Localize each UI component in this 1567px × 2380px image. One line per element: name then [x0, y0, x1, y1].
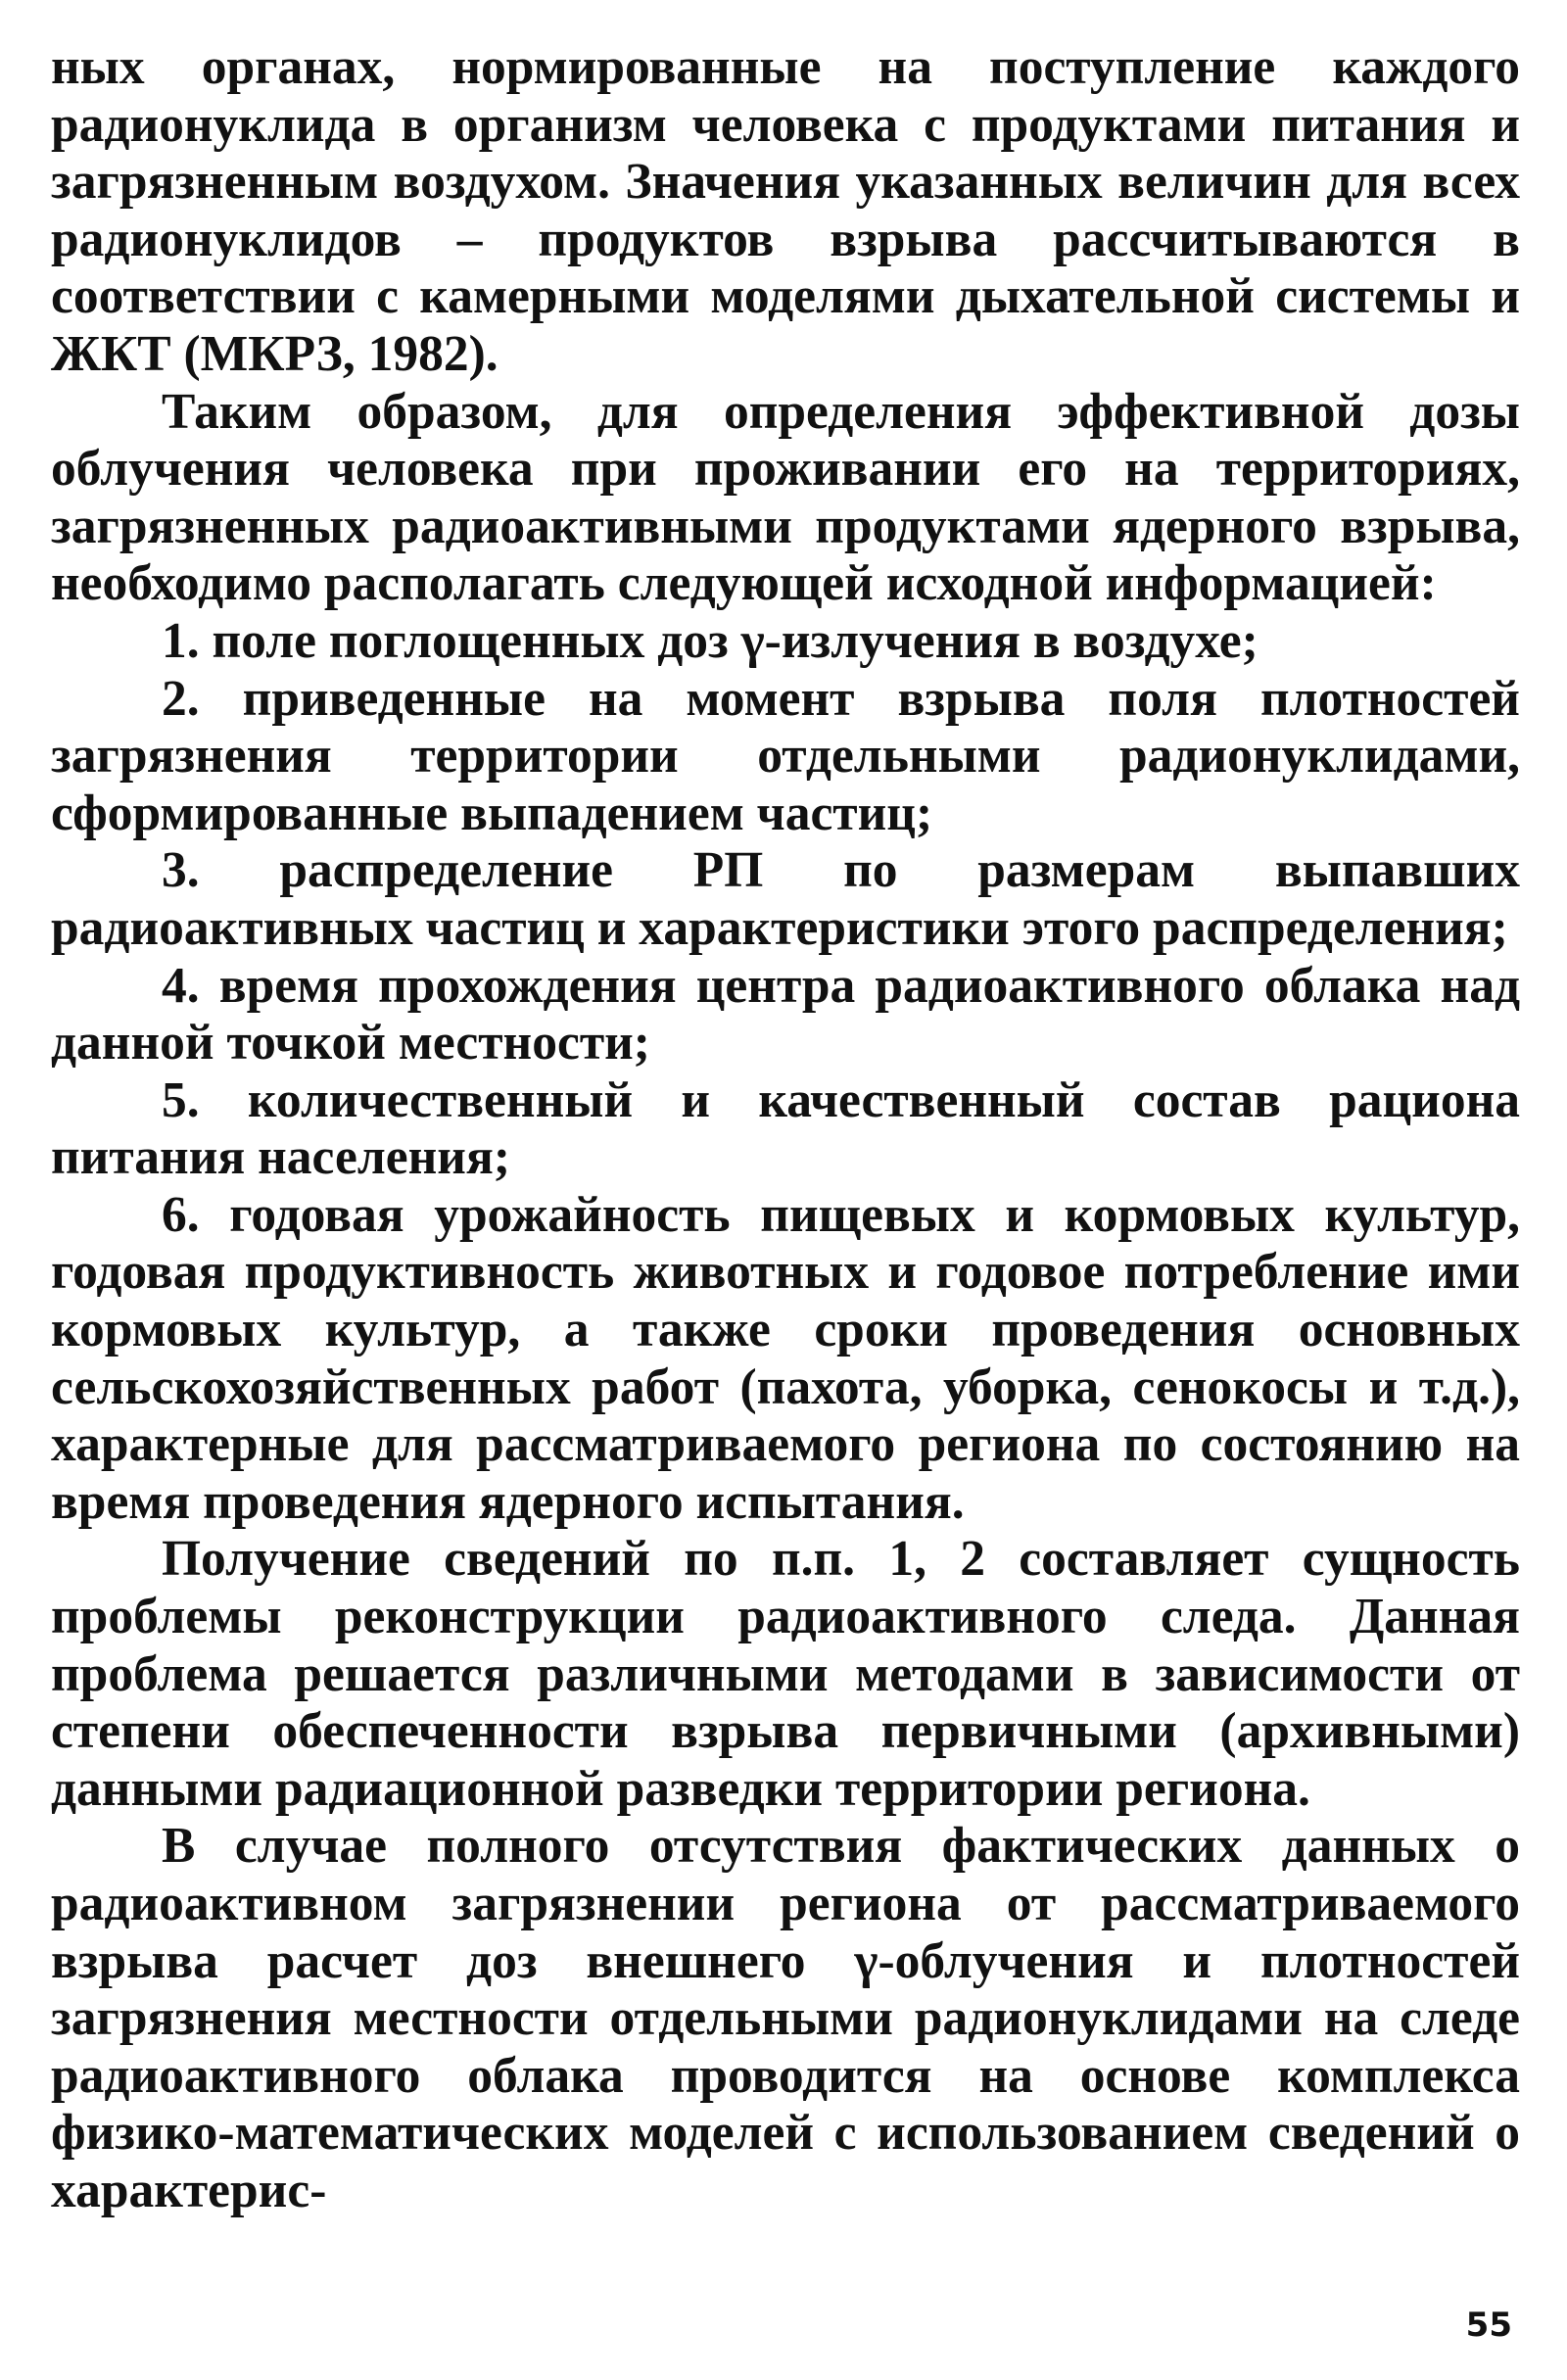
list-item-1: 1. поле поглощенных доз γ-излучения в воздухе; [162, 612, 1258, 669]
list-item-6: 6. годовая урожайность пищевых и кормовых культур, годовая продуктивность животных и годовое потребление ими кормовых культур, а также сроки проведения основных сельскохозяйственных работ (пахота, уборка, сенокосы и т.д.), характерные для рассматриваемого региона по состоянию на время проведения ядерного испытания. [51, 1186, 1520, 1530]
paragraph-reconstruction: Получение сведений по п.п. 1, 2 составляет сущность проблемы реконструкции радиоактивного следа. Данная проблема решается различными методами в зависимости от степени обеспеченности взрыва первичными (архивными) данными радиационной разведки территории региона. [51, 1531, 1520, 1817]
paragraph-continuation: ных органах, нормированные на поступление каждого радионуклида в организм человека с продуктами питания и загрязненным воздухом. Значения указанных величин для всех радионуклидов – продуктов взрыва рассчитываются в соответствии с камерными моделями дыхательной системы и ЖКТ (МКРЗ, 1982). [51, 39, 1520, 382]
list-item-4: 4. время прохождения центра радиоактивного облака над данной точкой местности; [51, 957, 1520, 1071]
page-number: 55 [1465, 2306, 1512, 2345]
paragraph-intro: Таким образом, для определения эффективной дозы облучения человека при проживании его на территориях, загрязненных радиоактивными продуктами ядерного взрыва, необходимо располагать следующей исходной информацией: [51, 383, 1520, 612]
list-item-2: 2. приведенные на момент взрыва поля плотностей загрязнения территории отдельными радионуклидами, сформированные выпадением частиц; [51, 670, 1520, 841]
list-item-3: 3. распределение РП по размерам выпавших радиоактивных частиц и характеристики этого распределения; [51, 842, 1520, 956]
paragraph-calculation: В случае полного отсутствия фактических данных о радиоактивном загрязнении региона от рассматриваемого взрыва расчет доз внешнего γ-облучения и плотностей загрязнения местности отдельными радионуклидами на следе радиоактивного облака проводится на основе комплекса физико-математических моделей с использованием сведений о характерис- [51, 1818, 1520, 2218]
list-item-5: 5. количественный и качественный состав рациона питания населения; [51, 1071, 1520, 1186]
page-body [51, 39, 1520, 2220]
